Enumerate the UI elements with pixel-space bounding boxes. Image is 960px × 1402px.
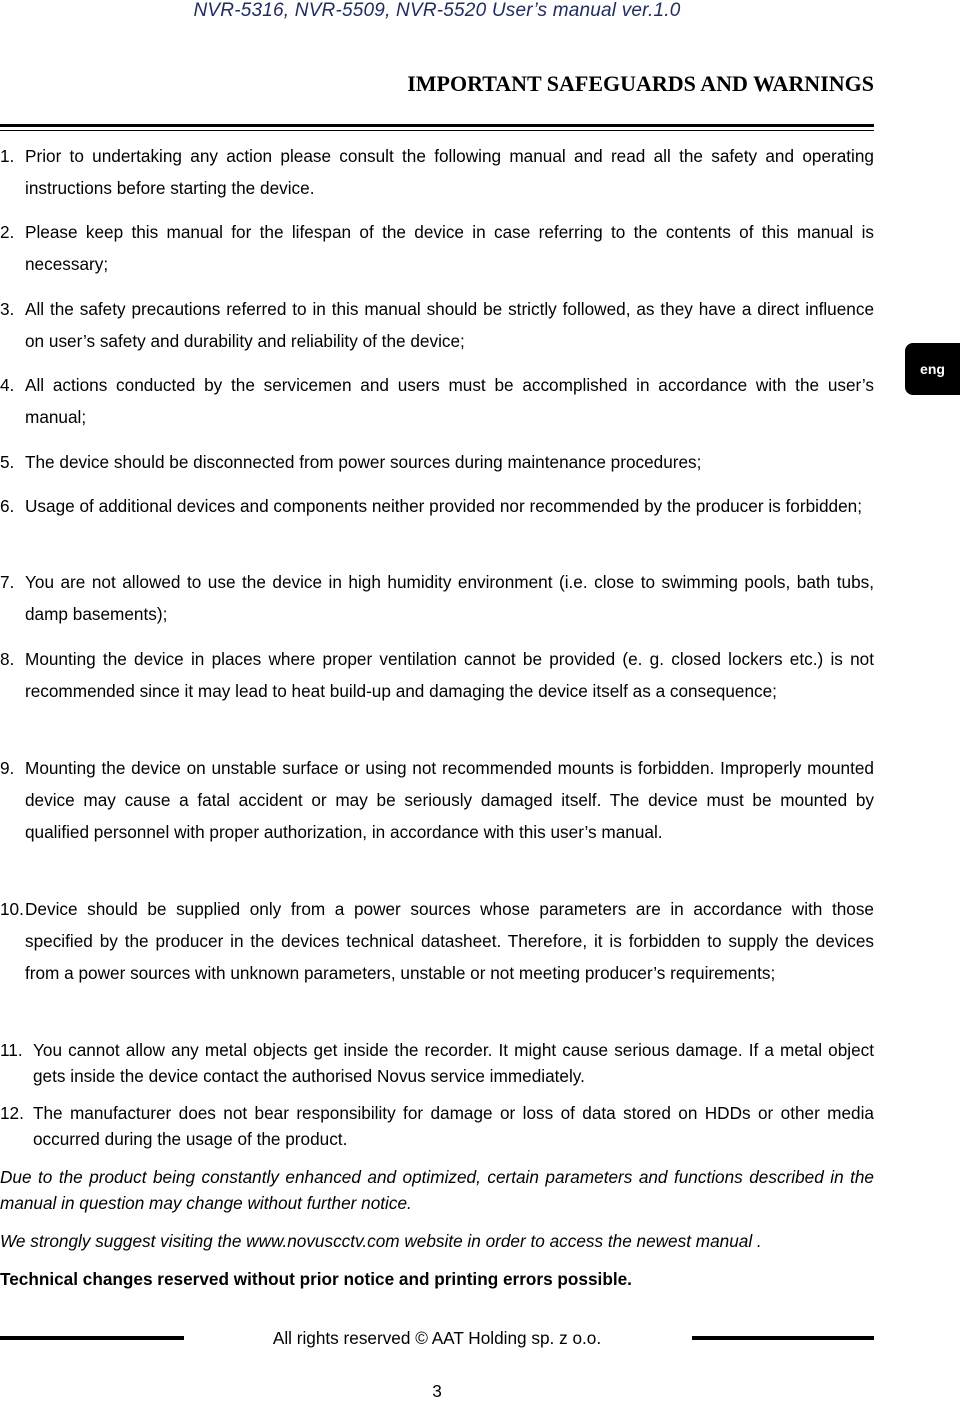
running-header: NVR-5316, NVR-5509, NVR-5520 User’s manual ver.1.0 [193,0,681,21]
title-rule [0,124,874,127]
language-tab [905,343,960,395]
item-text: You are not allowed to use the device in high humidity environment (i.e. close to swimming pools, bath tubs, damp basements); [25,572,874,624]
list-item-7 [0,566,874,630]
item-text: Please keep this manual for the lifespan of the device in case referring to the contents of this manual is necessary; [25,222,874,274]
section-title: IMPORTANT SAFEGUARDS AND WARNINGS [407,71,874,96]
item-text: You cannot allow any metal objects get inside the recorder. It might cause serious damage. If a metal object gets inside the device contact the authorised Novus service immediately. [33,1040,874,1086]
item-text: Mounting the device on unstable surface or using not recommended mounts is forbidden. Improperly mounted device may cause a fatal accident or may be seriously damaged itself. The device must be mounted by qualified personnel with proper authorization, in accordance with this user’s manual. [25,758,874,842]
page-number: 3 [432,1381,442,1401]
list-item-11 [0,1037,874,1089]
item-number: 12. [0,1103,24,1123]
list-item-6 [0,490,874,522]
list-item-9 [0,752,874,848]
item-number: 10. [0,899,24,919]
title-rule-thin [0,130,874,131]
list-item-2 [0,216,874,280]
list-item-4 [0,369,874,433]
item-number: 5. [0,452,15,472]
list-item-5 [0,446,874,478]
item-number: 11. [0,1040,23,1060]
list-item-8 [0,643,874,707]
item-number: 4. [0,375,15,395]
list-item-12 [0,1100,874,1152]
item-number: 8. [0,649,15,669]
item-text: Device should be supplied only from a power sources whose parameters are in accordance with those specified by the producer in the devices technical datasheet. Therefore, it is forbidden to supply the devices from a power sources with unknown parameters, unstable or not meeting producer’s requirements; [25,899,874,983]
footer-rights: All rights reserved © AAT Holding sp. z o.o. [272,1328,602,1348]
item-text: All the safety precautions referred to in this manual should be strictly followed, as they have a direct influence on user’s safety and durability and reliability of the device; [25,299,874,351]
list-item-10 [0,893,874,989]
technical-changes-paragraph: Technical changes reserved without prior notice and printing errors possible. [0,1269,632,1289]
item-number: 9. [0,758,15,778]
item-number: 7. [0,572,15,592]
website-paragraph: We strongly suggest visiting the www.novuscctv.com website in order to access the newest manual . [0,1231,762,1251]
item-text: Mounting the device in places where proper ventilation cannot be provided (e. g. closed lockers etc.) is not recommended since it may lead to heat build-up and damaging the device itself as a consequence; [25,649,874,701]
item-text: The device should be disconnected from power sources during maintenance procedures; [25,452,702,472]
item-number: 3. [0,299,15,319]
list-item-3 [0,293,874,357]
item-number: 2. [0,222,15,242]
language-tab-label: eng [920,361,945,377]
item-text: Prior to undertaking any action please consult the following manual and read all the safety and operating instructions before starting the device. [25,146,874,198]
item-number: 1. [0,146,15,166]
item-text: The manufacturer does not bear responsibility for damage or loss of data stored on HDDs or other media occurred during the usage of the product. [33,1103,874,1149]
list-item-1 [0,140,874,204]
item-text: Usage of additional devices and components neither provided nor recommended by the producer is forbidden; [25,496,862,516]
item-number: 6. [0,496,15,516]
notice-paragraph: Due to the product being constantly enhanced and optimized, certain parameters and functions described in the manual in question may change without further notice. [0,1167,874,1213]
item-text: All actions conducted by the servicemen and users must be accomplished in accordance with the user’s manual; [25,375,874,427]
